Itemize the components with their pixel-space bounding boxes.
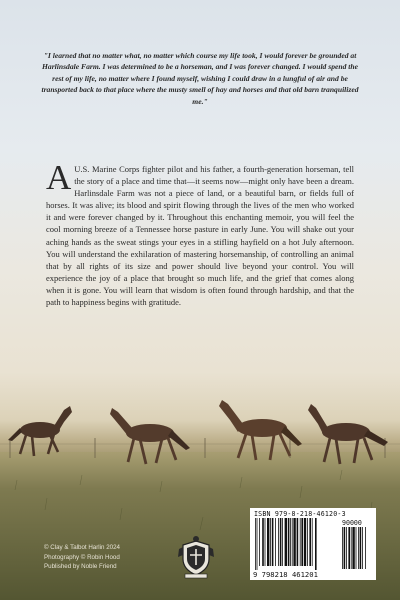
barcode-panel — [250, 508, 376, 580]
barcode-bar — [270, 518, 271, 566]
barcode-bar — [293, 518, 295, 566]
barcode-bar — [297, 518, 299, 566]
family-crest-icon — [175, 535, 217, 579]
barcode-bar — [315, 518, 317, 570]
barcode-bar — [278, 518, 279, 566]
book-description — [46, 158, 354, 308]
addon-barcode — [342, 527, 372, 569]
addon-bar — [344, 527, 346, 569]
addon-bar — [365, 527, 366, 569]
photography-credit: Photography © Robin Hood — [44, 553, 120, 561]
addon-bar — [356, 527, 357, 569]
isbn-label: ISBN 979-8-218-46120-3 — [254, 510, 346, 518]
barcode-bar — [282, 518, 283, 566]
horse-1 — [8, 406, 72, 456]
copyright-line: © Clay & Talbot Harlin 2024 — [44, 544, 120, 551]
pull-quote: "I learned that no matter what, no matter which course my life took, I would forever be grounded at Harlinsdale Farm. I was determined to be a horseman, and I was forever changed. I would spend the rest of my life, no matter where I found myself, wishing I could draw in a lungful of air and be transported back to that place where the musty smell of hay and horses and that old barn tranquilized me." — [41, 51, 359, 106]
description-text: U.S. Marine Corps fighter pilot and his father, a fourth-generation horseman, tell the story of a place and time that—it seems now—might only have been a dream. Harlinsdale Farm was not a piece of land, or a beautiful barn, or fields full of horses. It was alive; its blood and spirit flowing through the lives of the men who worked it and were forever changed by it. Throughout this enchanting memoir, you will feel the cool morning breeze of a Tennessee horse pasture in early June. You will shake out your aching hands as the sweat stings your eyes in a stifling hayfield on a hot July afternoon. You will understand the exhilaration of mastering horsemanship, of controlling an animal that by all rights of its size and power should live beyond your control. You will experience the joy of a place that brought so much life, and the grief that comes along when it is gone. You will learn that wisdom is often found through hardship, and that the path to happiness begins with gratitude. — [46, 164, 354, 308]
credits-block — [44, 543, 120, 572]
barcode-bar — [285, 518, 287, 566]
barcode-bar — [288, 518, 290, 566]
barcode-bar — [312, 518, 313, 566]
barcode-bar — [257, 518, 258, 570]
addon-bar — [362, 527, 363, 569]
price-code: 90000 — [342, 519, 362, 527]
addon-bar — [352, 527, 354, 569]
barcode-number: 9 798218 461201 — [253, 570, 318, 579]
barcode-bar — [265, 518, 266, 566]
barcode-bar — [259, 518, 260, 566]
ean-barcode — [255, 518, 339, 570]
barcode-bar — [280, 518, 282, 566]
barcode-bar — [301, 518, 303, 566]
barcode-bar — [304, 518, 306, 566]
barcode-bar — [267, 518, 269, 566]
barcode-bar — [275, 518, 276, 566]
addon-bar — [342, 527, 343, 569]
barcode-bar — [292, 518, 293, 566]
barcode-bar — [255, 518, 256, 570]
addon-bar — [360, 527, 362, 569]
drop-cap-letter: A — [46, 158, 72, 197]
addon-bar — [351, 527, 352, 569]
barcode-bar — [272, 518, 274, 566]
barcode-bar — [300, 518, 301, 566]
barcode-bar — [290, 518, 291, 566]
addon-bar — [348, 527, 350, 569]
barcode-bar — [307, 518, 308, 566]
publisher-line: Published by Noble Friend — [44, 563, 117, 571]
barcode-bar — [309, 518, 311, 566]
addon-bar — [358, 527, 359, 569]
addon-bar — [346, 527, 347, 569]
barcode-bar — [262, 518, 264, 566]
